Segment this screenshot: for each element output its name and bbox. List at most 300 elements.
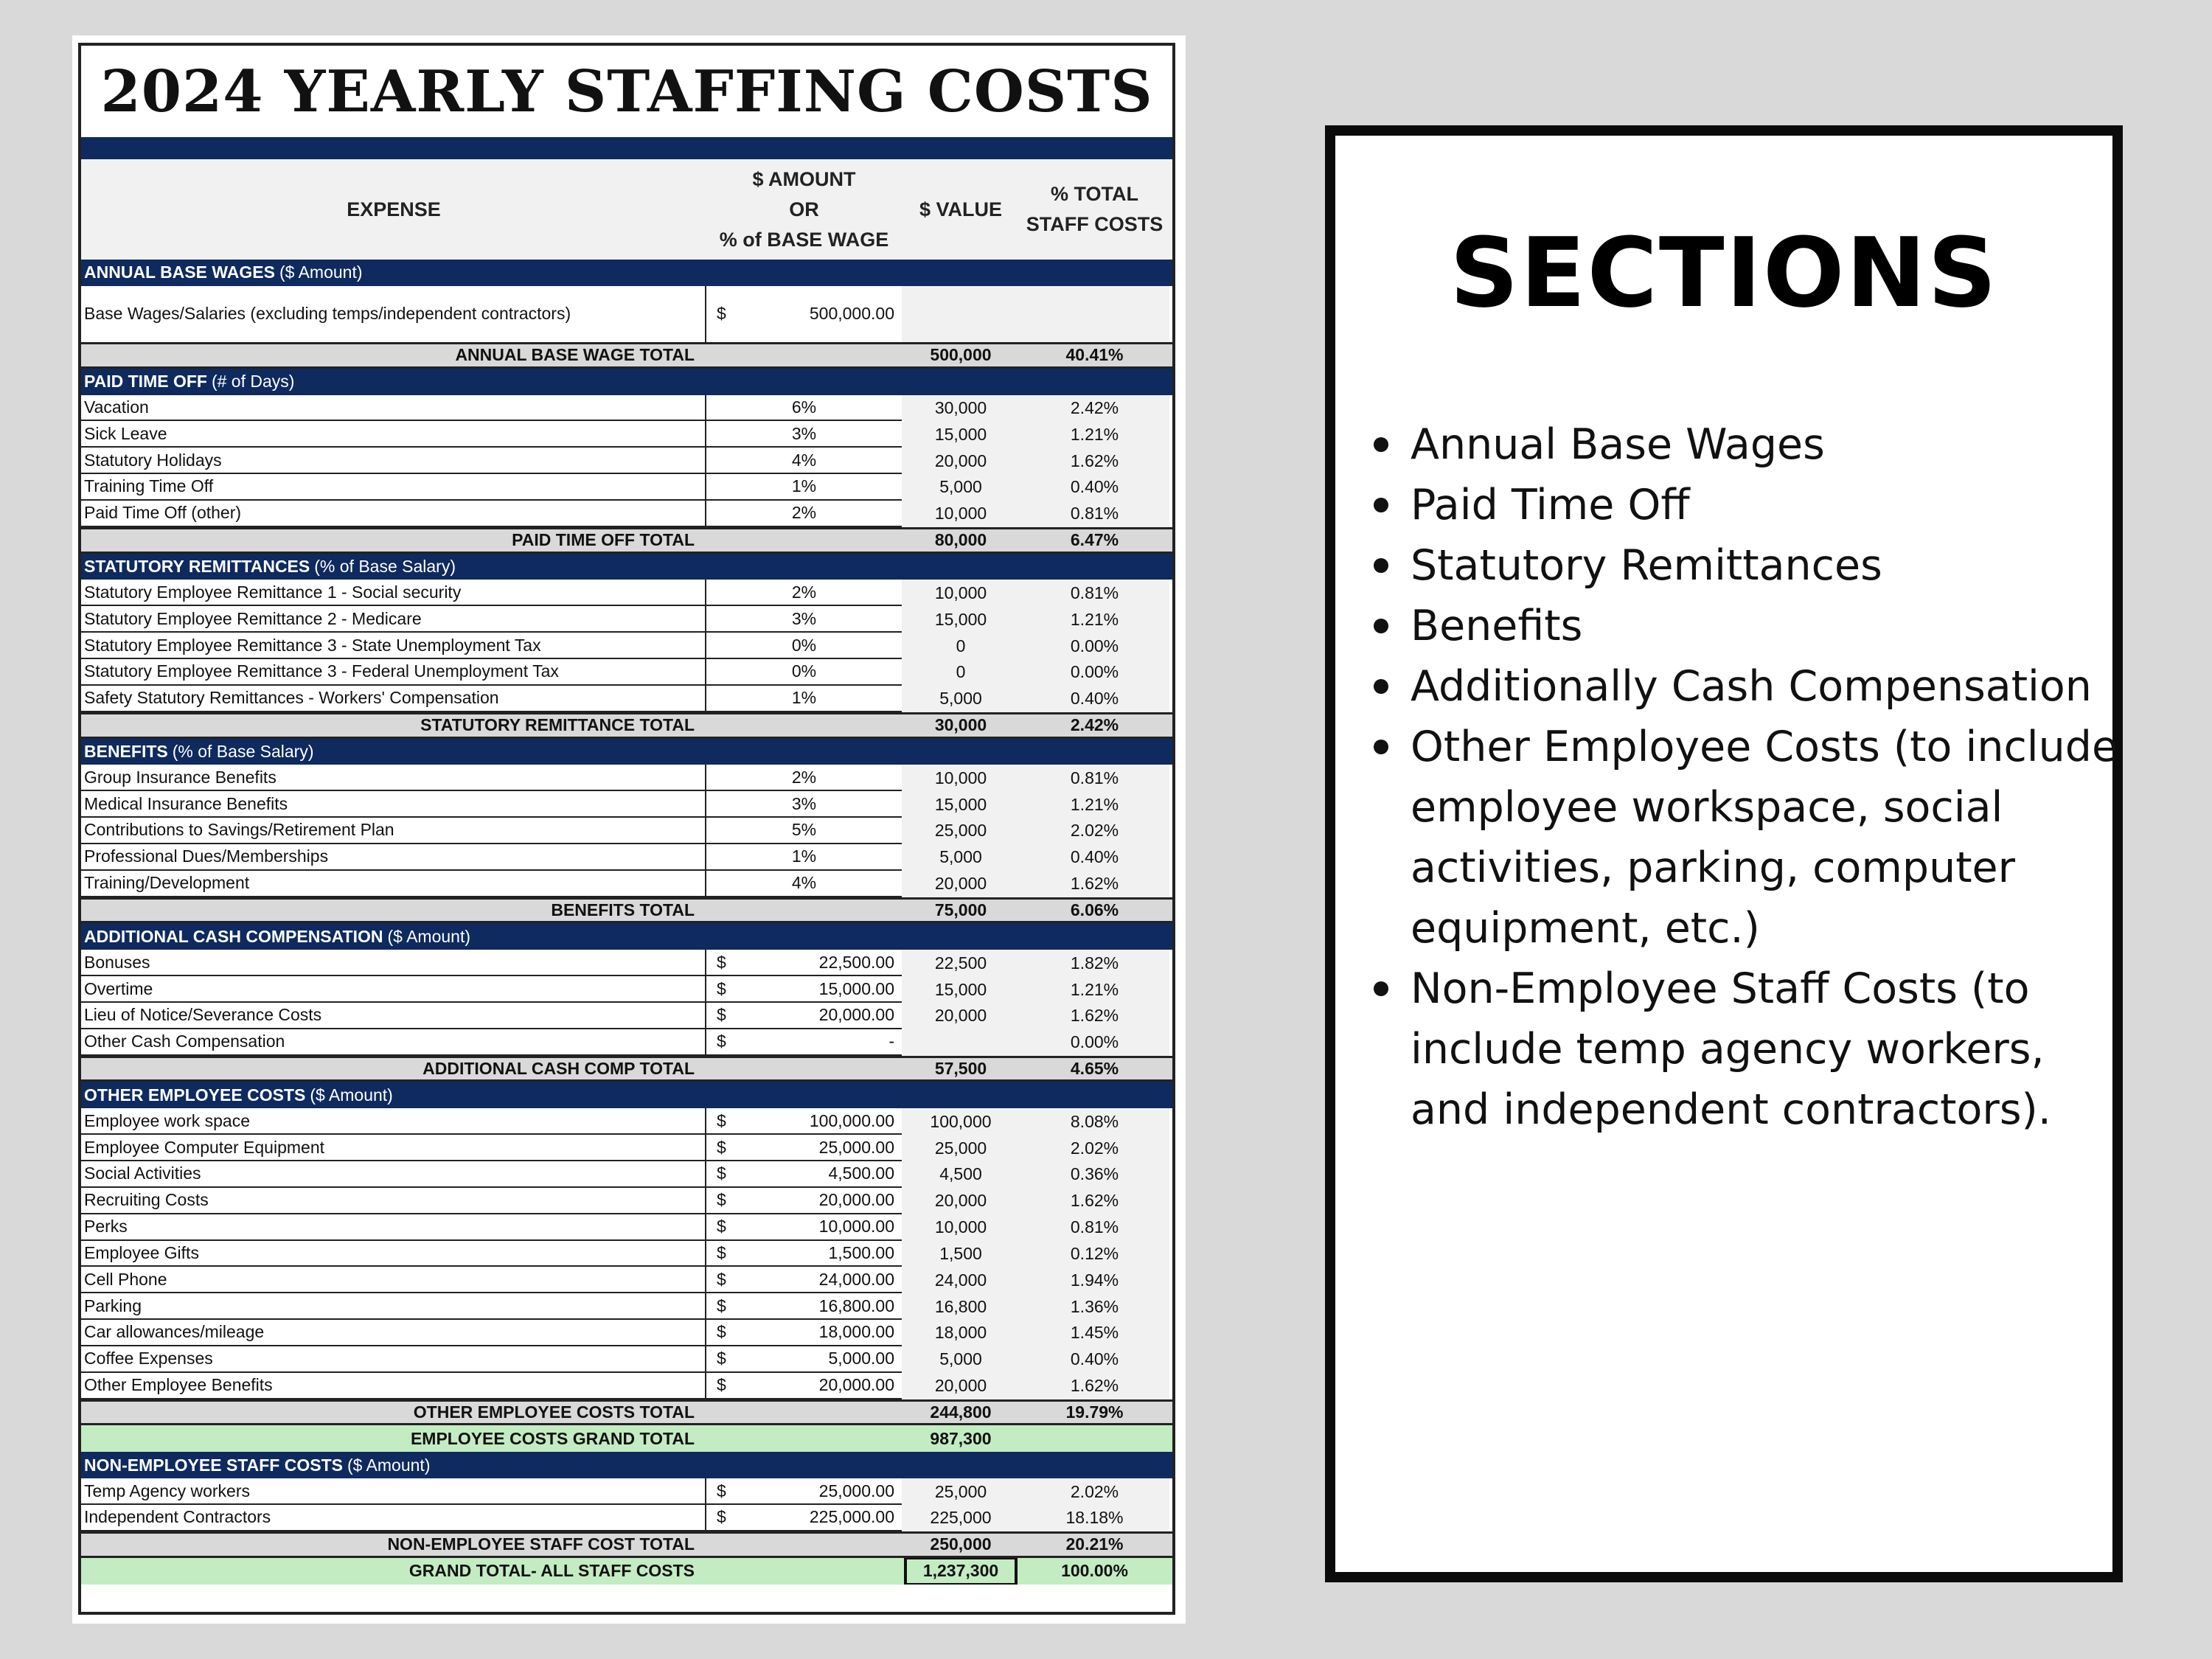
- amount-cell: [706, 1003, 902, 1029]
- column-header-row: [81, 159, 1172, 260]
- expense-row: [81, 286, 1172, 342]
- currency-symbol: $: [717, 952, 726, 972]
- expense-label: Group Insurance Benefits: [81, 765, 706, 791]
- total-label: NON-EMPLOYEE STAFF COST TOTAL: [387, 1534, 695, 1554]
- expense-row: [81, 765, 1172, 791]
- percent-total: 0.00%: [1020, 659, 1169, 686]
- expense-row: [81, 1003, 1172, 1029]
- expense-label: Other Cash Compensation: [81, 1029, 706, 1056]
- subtotal-row: [81, 712, 1172, 739]
- amount-cell: [706, 1161, 902, 1188]
- total-value: 1,237,300: [904, 1558, 1018, 1585]
- subtotal-row: [81, 342, 1172, 369]
- expense-label: Employee Computer Equipment: [81, 1135, 706, 1161]
- amount-cell: [706, 580, 902, 606]
- expense-label: Employee Gifts: [81, 1241, 706, 1267]
- amount-cell: [706, 976, 902, 1003]
- percent-total: 1.21%: [1020, 976, 1169, 1003]
- header-value: $ VALUE: [919, 198, 1003, 220]
- amount-value: 6%: [791, 397, 817, 417]
- sheet-title: 2024 YEARLY STAFFING COSTS: [100, 58, 1153, 125]
- percent-total: 2.42%: [1020, 395, 1169, 422]
- total-value: 244,800: [930, 1402, 992, 1422]
- section-unit: ($ Amount): [387, 926, 470, 946]
- section-unit: ($ Amount): [310, 1085, 393, 1105]
- currency-symbol: $: [717, 1110, 726, 1130]
- expense-row: [81, 1135, 1172, 1161]
- amount-cell: [706, 1267, 902, 1293]
- percent-total: 0.00%: [1020, 633, 1169, 659]
- expense-row: [81, 976, 1172, 1003]
- amount-value: 4%: [791, 873, 817, 893]
- expense-row: [81, 1373, 1172, 1399]
- dollar-value: 10,000: [902, 1214, 1020, 1241]
- amount-value: 2%: [791, 582, 817, 602]
- total-label: ADDITIONAL CASH COMP TOTAL: [422, 1059, 695, 1079]
- dollar-value: 5,000: [902, 1346, 1020, 1373]
- table-body: [81, 260, 1172, 1585]
- total-value: 987,300: [930, 1428, 992, 1448]
- dollar-value: 100,000: [902, 1108, 1020, 1135]
- percent-total: 1.45%: [1020, 1320, 1169, 1346]
- percent-total: 2.02%: [1020, 1478, 1169, 1505]
- expense-label: Other Employee Benefits: [81, 1373, 706, 1399]
- dollar-value: 22,500: [902, 950, 1020, 976]
- dollar-value: 20,000: [902, 871, 1020, 897]
- expense-label: Contributions to Savings/Retirement Plan: [81, 818, 706, 844]
- amount-value: 16,800.00: [818, 1295, 894, 1315]
- dollar-value: 20,000: [902, 1373, 1020, 1399]
- total-label: PAID TIME OFF TOTAL: [512, 530, 695, 550]
- section-list-text: employee workspace, social: [1411, 783, 2003, 832]
- amount-cell: [706, 1135, 902, 1161]
- percent-total: 1.62%: [1020, 1003, 1169, 1029]
- header-amount: $ AMOUNT OR % of BASE WAGE: [719, 167, 889, 251]
- dollar-value: 5,000: [902, 686, 1020, 712]
- expense-row: [81, 844, 1172, 871]
- amount-cell: [706, 501, 902, 527]
- total-label: GRAND TOTAL- ALL STAFF COSTS: [408, 1561, 695, 1581]
- expense-label: Sick Leave: [81, 421, 706, 448]
- amount-cell: [706, 1214, 902, 1241]
- percent-total: 0.81%: [1020, 1214, 1169, 1241]
- amount-cell: [706, 1293, 902, 1320]
- amount-cell: [706, 871, 902, 897]
- expense-label: Perks: [81, 1214, 706, 1241]
- amount-cell: [706, 1346, 902, 1373]
- currency-symbol: $: [717, 1217, 726, 1237]
- section-title: ADDITIONAL CASH COMPENSATION: [84, 926, 383, 946]
- dollar-value: 25,000: [902, 1478, 1020, 1505]
- amount-value: 20,000.00: [818, 1005, 894, 1025]
- expense-label: Coffee Expenses: [81, 1346, 706, 1373]
- expense-label: Statutory Employee Remittance 3 - State Unemployment Tax: [81, 633, 706, 659]
- expense-label: Recruiting Costs: [81, 1188, 706, 1214]
- section-list-item: [1374, 535, 2133, 596]
- dollar-value: 0: [902, 659, 1020, 686]
- percent-total: 0.40%: [1020, 844, 1169, 871]
- amount-value: 1%: [791, 846, 817, 866]
- section-unit: ($ Amount): [347, 1455, 431, 1475]
- expense-row: [81, 1478, 1172, 1505]
- amount-value: 1,500.00: [828, 1242, 894, 1262]
- expense-label: Overtime: [81, 976, 706, 1003]
- expense-row: [81, 1214, 1172, 1241]
- amount-value: 20,000.00: [818, 1190, 894, 1210]
- percent-total: [1020, 286, 1169, 342]
- expense-label: Parking: [81, 1293, 706, 1320]
- currency-symbol: $: [717, 1295, 726, 1315]
- section-label: [81, 554, 456, 580]
- amount-cell: [706, 395, 902, 422]
- expense-label: Car allowances/mileage: [81, 1320, 706, 1346]
- amount-value: 1%: [791, 476, 817, 496]
- subtotal-row: [81, 1399, 1172, 1426]
- section-header-row: [81, 369, 1172, 395]
- currency-symbol: $: [717, 1349, 726, 1368]
- expense-label: Safety Statutory Remittances - Workers' Compensation: [81, 686, 706, 712]
- dollar-value: 10,000: [902, 765, 1020, 791]
- percent-total: 0.40%: [1020, 1346, 1169, 1373]
- dollar-value: 15,000: [902, 606, 1020, 633]
- subtotal-row: [81, 1056, 1172, 1082]
- expense-label: Independent Contractors: [81, 1505, 706, 1531]
- total-value-cell: [902, 1534, 1020, 1556]
- section-label: [81, 1452, 430, 1478]
- expense-row: [81, 421, 1172, 448]
- expense-row: [81, 1188, 1172, 1214]
- percent-total: 0.81%: [1020, 501, 1169, 527]
- amount-value: 10,000.00: [818, 1217, 894, 1237]
- currency-symbol: $: [717, 1481, 726, 1500]
- dollar-value: 20,000: [902, 1003, 1020, 1029]
- section-list-text: Paid Time Off: [1411, 481, 1690, 529]
- amount-cell: [706, 474, 902, 501]
- expense-label: Base Wages/Salaries (excluding temps/independent contractors): [81, 286, 706, 342]
- percent-total: 8.08%: [1020, 1108, 1169, 1135]
- expense-label: Statutory Employee Remittance 2 - Medicare: [81, 606, 706, 633]
- total-label: BENEFITS TOTAL: [551, 900, 695, 919]
- amount-value: 15,000.00: [818, 978, 894, 998]
- expense-row: [81, 395, 1172, 422]
- section-label: [81, 923, 470, 950]
- section-list-text: Annual Base Wages: [1411, 420, 1825, 469]
- total-value-cell: [902, 1402, 1020, 1424]
- total-amount-cell: [706, 1558, 902, 1585]
- total-value: 30,000: [934, 715, 987, 735]
- expense-row: [81, 633, 1172, 659]
- currency-symbol: $: [717, 1322, 726, 1342]
- expense-label: Statutory Holidays: [81, 448, 706, 474]
- expense-label: Temp Agency workers: [81, 1478, 706, 1505]
- expense-row: [81, 1161, 1172, 1188]
- amount-cell: [706, 950, 902, 976]
- total-amount-cell: [706, 1534, 902, 1556]
- total-value-cell: [902, 344, 1020, 366]
- header-expense: EXPENSE: [347, 198, 441, 220]
- percent-total: 1.21%: [1020, 606, 1169, 633]
- section-title: PAID TIME OFF: [84, 372, 207, 392]
- dollar-value: [902, 286, 1020, 342]
- amount-cell: [706, 633, 902, 659]
- section-list-text: activities, parking, computer: [1411, 844, 2016, 892]
- total-value-cell: [902, 1425, 1020, 1452]
- percent-total: 1.62%: [1020, 1188, 1169, 1214]
- expense-label: Paid Time Off (other): [81, 501, 706, 527]
- section-title: ANNUAL BASE WAGES: [84, 262, 275, 282]
- expense-label: Cell Phone: [81, 1267, 706, 1293]
- total-percent: 19.79%: [1065, 1402, 1124, 1422]
- grand-total-row: [81, 1558, 1172, 1585]
- total-value-cell: [902, 1558, 1020, 1585]
- amount-value: 18,000.00: [818, 1322, 894, 1342]
- dollar-value: 24,000: [902, 1267, 1020, 1293]
- amount-value: 22,500.00: [818, 952, 894, 972]
- percent-total: 1.82%: [1020, 950, 1169, 976]
- amount-cell: [706, 686, 902, 712]
- expense-label: Professional Dues/Memberships: [81, 844, 706, 871]
- amount-cell: [706, 1029, 902, 1056]
- total-amount-cell: [706, 529, 902, 552]
- staffing-cost-sheet: [72, 35, 1186, 1624]
- percent-total: 1.62%: [1020, 871, 1169, 897]
- section-label: [81, 1082, 393, 1108]
- currency-symbol: $: [717, 1242, 726, 1262]
- header-percent-total: % TOTAL STAFF COSTS: [1026, 183, 1164, 235]
- section-list-text: Non-Employee Staff Costs (to: [1411, 964, 2030, 1013]
- dollar-value: 25,000: [902, 818, 1020, 844]
- dollar-value: 25,000: [902, 1135, 1020, 1161]
- section-list-text: and independent contractors).: [1411, 1085, 2051, 1134]
- expense-row: [81, 1320, 1172, 1346]
- spreadsheet-grid: [78, 43, 1175, 1615]
- amount-value: 2%: [791, 767, 817, 787]
- percent-total: 0.40%: [1020, 474, 1169, 501]
- section-title: STATUTORY REMITTANCES: [84, 557, 310, 577]
- dollar-value: 5,000: [902, 474, 1020, 501]
- percent-total: 1.62%: [1020, 1373, 1169, 1399]
- dollar-value: 15,000: [902, 976, 1020, 1003]
- amount-cell: [706, 659, 902, 686]
- expense-row: [81, 448, 1172, 474]
- currency-symbol: $: [717, 1269, 726, 1289]
- total-amount-cell: [706, 1402, 902, 1424]
- amount-value: 24,000.00: [818, 1269, 894, 1289]
- expense-label: Medical Insurance Benefits: [81, 791, 706, 818]
- currency-symbol: $: [717, 304, 726, 324]
- total-amount-cell: [706, 714, 902, 737]
- percent-total: 1.94%: [1020, 1267, 1169, 1293]
- amount-cell: [706, 606, 902, 633]
- dollar-value: 4,500: [902, 1161, 1020, 1188]
- amount-cell: [706, 1373, 902, 1399]
- section-unit: (% of Base Salary): [314, 557, 456, 577]
- section-list-item: [1374, 656, 2133, 717]
- section-list-text: Additionally Cash Compensation: [1411, 662, 2092, 711]
- total-value-cell: [902, 1058, 1020, 1080]
- amount-value: 3%: [791, 608, 817, 628]
- section-list-text: Benefits: [1411, 602, 1583, 650]
- subtotal-row: [81, 1531, 1172, 1558]
- total-value: 250,000: [930, 1534, 992, 1554]
- amount-value: 5,000.00: [828, 1349, 894, 1368]
- dollar-value: 10,000: [902, 501, 1020, 527]
- currency-symbol: $: [717, 1190, 726, 1210]
- amount-value: 2%: [791, 503, 817, 523]
- total-percent: 100.00%: [1061, 1561, 1128, 1581]
- total-percent: 40.41%: [1065, 345, 1124, 365]
- amount-cell: [706, 765, 902, 791]
- total-value-cell: [902, 900, 1020, 922]
- section-unit: (# of Days): [211, 372, 295, 392]
- total-percent: 6.06%: [1070, 900, 1119, 919]
- amount-cell: [706, 1188, 902, 1214]
- dollar-value: 5,000: [902, 844, 1020, 871]
- amount-cell: [706, 818, 902, 844]
- total-percent: 2.42%: [1070, 715, 1119, 735]
- section-list-item: [1374, 959, 2133, 1140]
- dollar-value: 15,000: [902, 421, 1020, 448]
- amount-cell: [706, 1108, 902, 1135]
- total-value: 500,000: [930, 345, 992, 365]
- amount-value: 4,500.00: [828, 1164, 894, 1183]
- amount-value: 0%: [791, 661, 817, 681]
- section-unit: ($ Amount): [279, 262, 363, 282]
- total-label: EMPLOYEE COSTS GRAND TOTAL: [410, 1428, 695, 1448]
- total-value-cell: [902, 714, 1020, 737]
- expense-row: [81, 659, 1172, 686]
- expense-label: Employee work space: [81, 1108, 706, 1135]
- expense-label: Social Activities: [81, 1161, 706, 1188]
- dollar-value: 20,000: [902, 448, 1020, 474]
- amount-cell: [706, 1478, 902, 1505]
- dollar-value: 225,000: [902, 1505, 1020, 1531]
- amount-value: 3%: [791, 423, 817, 443]
- amount-cell: [706, 791, 902, 818]
- amount-cell: [706, 1505, 902, 1531]
- amount-value: 20,000.00: [818, 1375, 894, 1395]
- section-title: NON-EMPLOYEE STAFF COSTS: [84, 1455, 343, 1475]
- expense-row: [81, 871, 1172, 897]
- expense-row: [81, 474, 1172, 501]
- amount-value: 500,000.00: [809, 304, 894, 324]
- amount-value: 25,000.00: [818, 1481, 894, 1500]
- dollar-value: 20,000: [902, 1188, 1020, 1214]
- total-label: STATUTORY REMITTANCE TOTAL: [420, 715, 695, 735]
- dollar-value: 18,000: [902, 1320, 1020, 1346]
- amount-value: 5%: [791, 820, 817, 840]
- total-amount-cell: [706, 900, 902, 922]
- expense-row: [81, 1293, 1172, 1320]
- expense-label: Training/Development: [81, 871, 706, 897]
- percent-total: 0.40%: [1020, 686, 1169, 712]
- currency-symbol: $: [717, 1005, 726, 1025]
- section-list-item: [1374, 717, 2133, 959]
- section-label: [81, 369, 294, 395]
- amount-cell: [706, 421, 902, 448]
- expense-label: Lieu of Notice/Severance Costs: [81, 1003, 706, 1029]
- percent-total: 0.81%: [1020, 580, 1169, 606]
- expense-label: Statutory Employee Remittance 3 - Federal Unemployment Tax: [81, 659, 706, 686]
- percent-total: 0.81%: [1020, 765, 1169, 791]
- total-percent: 4.65%: [1070, 1059, 1119, 1079]
- amount-value: 225,000.00: [809, 1507, 894, 1527]
- section-list-text: Other Employee Costs (to include: [1411, 723, 2118, 771]
- section-list-text: include temp agency workers,: [1411, 1025, 2045, 1074]
- amount-cell: [706, 448, 902, 474]
- amount-cell: [706, 1320, 902, 1346]
- expense-row: [81, 580, 1172, 606]
- dollar-value: 0: [902, 633, 1020, 659]
- dollar-value: [902, 1029, 1020, 1056]
- percent-total: 2.02%: [1020, 818, 1169, 844]
- dollar-value: 16,800: [902, 1293, 1020, 1320]
- expense-row: [81, 1029, 1172, 1056]
- total-percent: 6.47%: [1070, 530, 1119, 550]
- section-list-item: [1374, 475, 2133, 535]
- amount-value: 1%: [791, 688, 817, 708]
- percent-total: 0.12%: [1020, 1241, 1169, 1267]
- total-value: 57,500: [934, 1059, 987, 1079]
- total-label: OTHER EMPLOYEE COSTS TOTAL: [413, 1402, 695, 1422]
- percent-total: 0.00%: [1020, 1029, 1169, 1056]
- currency-symbol: $: [717, 1375, 726, 1395]
- expense-row: [81, 818, 1172, 844]
- expense-row: [81, 1108, 1172, 1135]
- expense-row: [81, 686, 1172, 712]
- currency-symbol: $: [717, 978, 726, 998]
- amount-value: 25,000.00: [818, 1137, 894, 1157]
- expense-row: [81, 1267, 1172, 1293]
- percent-total: 1.36%: [1020, 1293, 1169, 1320]
- percent-total: 1.62%: [1020, 448, 1169, 474]
- section-list-item: [1374, 596, 2133, 656]
- currency-symbol: $: [717, 1507, 726, 1527]
- percent-total: 1.21%: [1020, 791, 1169, 818]
- expense-row: [81, 791, 1172, 818]
- percent-total: 2.02%: [1020, 1135, 1169, 1161]
- section-header-row: [81, 1452, 1172, 1478]
- total-value: 75,000: [934, 900, 987, 919]
- amount-value: 0%: [791, 635, 817, 655]
- section-title: OTHER EMPLOYEE COSTS: [84, 1085, 306, 1105]
- currency-symbol: $: [717, 1137, 726, 1157]
- total-amount-cell: [706, 1058, 902, 1080]
- expense-row: [81, 1505, 1172, 1531]
- currency-symbol: $: [717, 1032, 726, 1051]
- expense-row: [81, 1346, 1172, 1373]
- section-unit: (% of Base Salary): [172, 741, 314, 761]
- expense-label: Vacation: [81, 395, 706, 422]
- section-label: [81, 739, 313, 765]
- amount-cell: [706, 1241, 902, 1267]
- expense-row: [81, 950, 1172, 976]
- dollar-value: 10,000: [902, 580, 1020, 606]
- section-list-text: Statutory Remittances: [1411, 541, 1882, 590]
- total-label: ANNUAL BASE WAGE TOTAL: [455, 345, 695, 365]
- section-label: [81, 260, 363, 286]
- sections-panel: [1325, 125, 2123, 1582]
- expense-row: [81, 501, 1172, 527]
- amount-value: 100,000.00: [809, 1110, 894, 1130]
- percent-total: 1.21%: [1020, 421, 1169, 448]
- grand-total-row: [81, 1425, 1172, 1452]
- percent-total: 0.36%: [1020, 1161, 1169, 1188]
- amount-value: -: [888, 1032, 894, 1051]
- percent-total: 18.18%: [1020, 1505, 1169, 1531]
- expense-row: [81, 606, 1172, 633]
- section-header-row: [81, 260, 1172, 286]
